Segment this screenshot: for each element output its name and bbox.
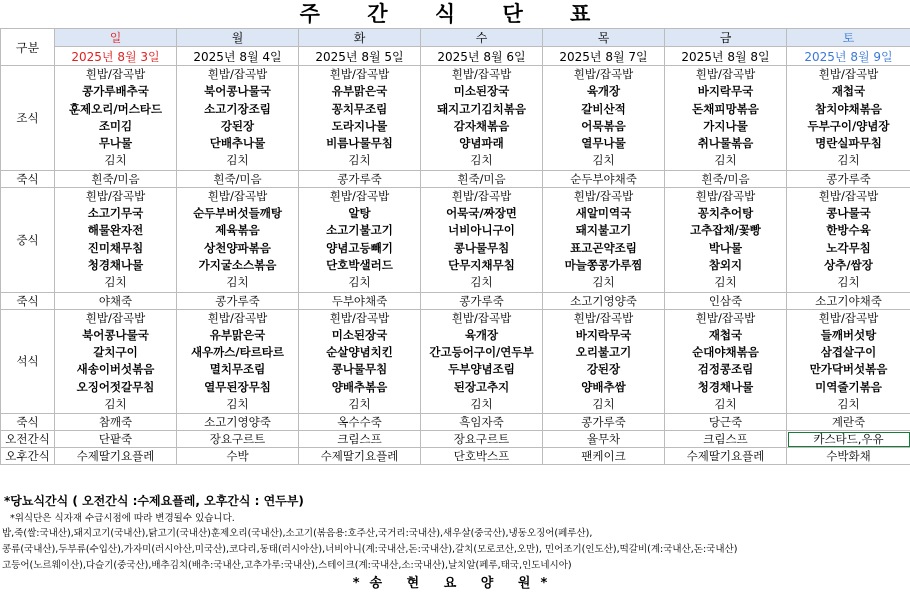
menu-item: 흰밥/잡곡밥 — [818, 67, 879, 81]
day-header-thu: 목 — [543, 29, 665, 47]
menu-item: 비름나물무침 — [326, 136, 393, 151]
menu-item: 도라지나물 — [331, 118, 388, 133]
menu-item: 꽁치추어탕 — [697, 206, 754, 221]
menu-item: 북어콩나물국 — [82, 327, 149, 342]
menu-item: 두부야채죽 — [299, 292, 421, 309]
menu-item: 북어콩나물국 — [204, 84, 271, 99]
menu-cell — [299, 187, 421, 292]
row-label: 오후간식 — [1, 448, 55, 465]
menu-item: 콩가루죽 — [787, 170, 910, 187]
menu-item: 열무된장무침 — [204, 379, 271, 394]
menu-item: 김치 — [226, 397, 249, 412]
date-header-sat: 2025년 8월 9일 — [787, 47, 910, 66]
menu-cell — [421, 187, 543, 292]
menu-cell — [55, 66, 177, 171]
menu-item: 흑임자죽 — [421, 414, 543, 431]
menu-item: 장요구르트 — [421, 431, 543, 448]
menu-item: 양배추볶음 — [331, 379, 388, 394]
menu-item: 흰밥/잡곡밥 — [329, 67, 390, 81]
menu-item: 돼지고기김치볶음 — [437, 101, 526, 116]
date-header-fri: 2025년 8월 8일 — [665, 47, 787, 66]
menu-item: 흰밥/잡곡밥 — [451, 188, 512, 203]
menu-item: 김치 — [348, 153, 371, 168]
menu-item: 당근죽 — [665, 414, 787, 431]
menu-item: 콩나물국 — [826, 206, 871, 221]
menu-item: 멸치무조림 — [209, 362, 266, 377]
menu-item: 간고등어구이/연두부 — [429, 345, 534, 360]
menu-item: 제육볶음 — [215, 223, 260, 238]
row-breakfast — [1, 66, 910, 171]
menu-item: 미소된장국 — [331, 327, 388, 342]
menu-item: 조미김 — [98, 118, 133, 133]
menu-item: 훈제오리/머스타드 — [68, 101, 163, 116]
menu-item: 김치 — [104, 275, 127, 290]
menu-item: 김치 — [592, 153, 615, 168]
menu-item: 갈비산적 — [581, 101, 626, 116]
menu-item: 단호박스프 — [421, 448, 543, 465]
menu-item: 검정콩조림 — [697, 362, 754, 377]
day-header-tue: 화 — [299, 29, 421, 47]
menu-item: 된장고추지 — [453, 379, 510, 394]
menu-item: 흰밥/잡곡밥 — [207, 188, 268, 203]
menu-item: 소고기무국 — [87, 206, 144, 221]
menu-item: 단무지채무침 — [448, 257, 515, 272]
menu-item: 카스타드,우유 — [787, 431, 910, 448]
menu-item: 순두부버섯들깨탕 — [193, 206, 282, 221]
menu-item: 명란실파무침 — [815, 136, 882, 151]
day-header-mon: 월 — [177, 29, 299, 47]
menu-item: 김치 — [226, 275, 249, 290]
menu-cell — [665, 309, 787, 414]
menu-item: 취나물볶음 — [697, 136, 754, 151]
row-label: 조식 — [1, 66, 55, 171]
origin-info-line-3: 고등어(노르웨이산),다슬기(중국산),배추김치(배추:국내산,고추가루:국내산),스테이크(계:국내산,소:국내산),날치알(페루,태국,인도네시아) — [2, 560, 572, 571]
menu-item: 김치 — [104, 153, 127, 168]
row-label: 중식 — [1, 187, 55, 292]
menu-item: 갈치구이 — [93, 345, 138, 360]
menu-item: 너비아니구이 — [448, 223, 515, 238]
date-header-tue: 2025년 8월 5일 — [299, 47, 421, 66]
menu-item: 바지락무국 — [697, 84, 754, 99]
menu-item: 한방수육 — [826, 223, 871, 238]
menu-item: 김치 — [837, 153, 860, 168]
menu-item: 율무차 — [543, 431, 665, 448]
menu-cell — [421, 66, 543, 171]
menu-item: 가지나물 — [703, 118, 748, 133]
menu-item: 흰밥/잡곡밥 — [573, 67, 634, 81]
menu-item: 만가닥버섯볶음 — [809, 362, 888, 377]
menu-item: 흰밥/잡곡밥 — [818, 310, 879, 325]
origin-info-line-1: 밥,죽(쌀:국내산),돼지고기(국내산),닭고기(국내산)훈제오리(국내산),소고기(볶음용:호주산,국거리:국내산),새우살(중국산),냉동오징어(페루산), — [2, 528, 593, 539]
row-label: 오전간식 — [1, 431, 55, 448]
menu-item: 마늘쫑콩가루찜 — [564, 257, 643, 272]
menu-item: 재첩국 — [708, 327, 743, 342]
menu-item: 유부맑은국 — [209, 327, 266, 342]
menu-item: 오징어젓갈무침 — [76, 379, 155, 394]
menu-cell — [787, 187, 910, 292]
row-porridge-dinner — [1, 414, 910, 431]
menu-item: 흰밥/잡곡밥 — [451, 67, 512, 81]
row-label: 죽식 — [1, 292, 55, 309]
menu-item: 바지락무국 — [575, 327, 632, 342]
menu-item: 흰밥/잡곡밥 — [695, 188, 756, 203]
menu-item: 미역줄기볶음 — [815, 379, 882, 394]
menu-item: 흰죽/미음 — [665, 170, 787, 187]
menu-item: 수제딸기요플레 — [55, 448, 177, 465]
menu-item: 참깨죽 — [55, 414, 177, 431]
row-lunch — [1, 187, 910, 292]
menu-item: 흰밥/잡곡밥 — [573, 310, 634, 325]
menu-item: 수박화채 — [787, 448, 910, 465]
menu-item: 꽁치무조림 — [331, 101, 388, 116]
row-label: 석식 — [1, 309, 55, 414]
menu-item: 미소된장국 — [453, 84, 510, 99]
date-header-thu: 2025년 8월 7일 — [543, 47, 665, 66]
menu-item: 흰밥/잡곡밥 — [329, 310, 390, 325]
menu-item: 육개장 — [464, 327, 499, 342]
menu-item: 진미채무침 — [87, 240, 144, 255]
menu-item: 삼겹살구이 — [820, 345, 877, 360]
menu-item: 김치 — [226, 153, 249, 168]
menu-item: 흰밥/잡곡밥 — [573, 188, 634, 203]
menu-item: 알탕 — [348, 206, 371, 221]
menu-item: 김치 — [592, 275, 615, 290]
menu-item: 수제딸기요플레 — [299, 448, 421, 465]
menu-item: 흰밥/잡곡밥 — [695, 310, 756, 325]
row-porridge-morning — [1, 170, 910, 187]
menu-item: 순대야채볶음 — [692, 345, 759, 360]
menu-item: 김치 — [348, 397, 371, 412]
menu-item: 표고곤약조림 — [570, 240, 637, 255]
menu-item: 강된장 — [220, 118, 255, 133]
menu-item: 계란죽 — [787, 414, 910, 431]
menu-item: 수제딸기요플레 — [665, 448, 787, 465]
menu-item: 김치 — [837, 275, 860, 290]
menu-item: 김치 — [714, 275, 737, 290]
notes-section — [0, 491, 910, 594]
menu-item: 청경채나물 — [87, 257, 144, 272]
menu-cell — [543, 187, 665, 292]
menu-item: 감자채볶음 — [453, 118, 510, 133]
menu-item: 크림스프 — [665, 431, 787, 448]
menu-item: 양념파래 — [459, 136, 504, 151]
menu-item: 상추/쌈장 — [824, 257, 873, 272]
menu-item: 야채죽 — [55, 292, 177, 309]
menu-item: 소고기장조림 — [204, 101, 271, 116]
menu-item: 김치 — [104, 397, 127, 412]
menu-item: 열무나물 — [581, 136, 626, 151]
facility-name-footer: *송 현 요 양 원* — [352, 576, 558, 591]
menu-item: 소고기불고기 — [326, 223, 393, 238]
menu-change-disclaimer: *위식단은 식자재 수급시점에 따라 변경될수 있습니다. — [10, 513, 235, 524]
menu-item: 두부구이/양념장 — [807, 118, 890, 133]
menu-item: 순두부야채죽 — [543, 170, 665, 187]
menu-item: 흰죽/미음 — [55, 170, 177, 187]
menu-item: 콩나물무침 — [453, 240, 510, 255]
division-header: 구분 — [1, 29, 55, 66]
day-header-sun: 일 — [55, 29, 177, 47]
menu-cell — [787, 66, 910, 171]
menu-item: 흰밥/잡곡밥 — [85, 67, 146, 81]
menu-item: 돈채피망볶음 — [692, 101, 759, 116]
page-title: 주 간 식 단 표 — [299, 2, 611, 26]
row-label: 죽식 — [1, 170, 55, 187]
row-snack-pm — [1, 448, 910, 465]
menu-item: 팬케이크 — [543, 448, 665, 465]
menu-item: 청경채나물 — [697, 379, 754, 394]
menu-item: 흰밥/잡곡밥 — [85, 188, 146, 203]
menu-item: 흰밥/잡곡밥 — [329, 188, 390, 203]
menu-cell — [787, 309, 910, 414]
menu-item: 양념고등빼기 — [326, 240, 393, 255]
menu-item: 단배추나물 — [209, 136, 266, 151]
menu-item: 김치 — [470, 275, 493, 290]
menu-item: 재첩국 — [831, 84, 866, 99]
menu-item: 옥수수죽 — [299, 414, 421, 431]
day-header-wed: 수 — [421, 29, 543, 47]
date-header-wed: 2025년 8월 6일 — [421, 47, 543, 66]
menu-item: 참치야채볶음 — [815, 101, 882, 116]
menu-item: 흰밥/잡곡밥 — [695, 67, 756, 81]
menu-item: 가지굴소스볶음 — [198, 257, 277, 272]
menu-item: 양배추쌈 — [581, 379, 626, 394]
menu-item: 순살양념치킨 — [326, 345, 393, 360]
menu-item: 두부양념조림 — [448, 362, 515, 377]
menu-cell — [543, 309, 665, 414]
menu-item: 콩가루배추국 — [82, 84, 149, 99]
row-dinner — [1, 309, 910, 414]
menu-item: 수박 — [177, 448, 299, 465]
menu-item: 새알미역국 — [575, 206, 632, 221]
menu-item: 흰밥/잡곡밥 — [818, 188, 879, 203]
menu-item: 크림스프 — [299, 431, 421, 448]
menu-item: 김치 — [470, 397, 493, 412]
menu-item: 흰밥/잡곡밥 — [85, 310, 146, 325]
origin-info-line-2: 콩류(국내산),두부류(수입산),가자미(러시아산,미국산),코다리,동태(러시아산),너비아니(계:국내산,돈:국내산),갈치(모로코산,오만), 민어조기(인도산),떡갈비(계:국내산,돈:국내산) — [2, 544, 738, 555]
menu-item: 돼지불고기 — [575, 223, 632, 238]
menu-item: 흰밥/잡곡밥 — [207, 310, 268, 325]
menu-item: 무나물 — [98, 136, 133, 151]
menu-item: 단팥죽 — [55, 431, 177, 448]
date-header-mon: 2025년 8월 4일 — [177, 47, 299, 66]
menu-item: 소고기영양죽 — [177, 414, 299, 431]
menu-item: 콩가루죽 — [421, 292, 543, 309]
menu-item: 장요구르트 — [177, 431, 299, 448]
menu-item: 김치 — [592, 397, 615, 412]
menu-item: 김치 — [837, 397, 860, 412]
menu-cell — [299, 309, 421, 414]
menu-item: 콩가루죽 — [543, 414, 665, 431]
menu-item: 김치 — [714, 153, 737, 168]
row-label: 죽식 — [1, 414, 55, 431]
menu-item: 흰죽/미음 — [421, 170, 543, 187]
menu-cell — [177, 309, 299, 414]
row-porridge-lunch — [1, 292, 910, 309]
menu-cell — [665, 187, 787, 292]
weekly-menu-table — [0, 28, 910, 465]
day-header-sat: 토 — [787, 29, 910, 47]
menu-item: 고추잡채/꽃빵 — [690, 223, 761, 238]
menu-item: 흰밥/잡곡밥 — [451, 310, 512, 325]
menu-item: 단호박샐러드 — [326, 257, 393, 272]
day-header-fri: 금 — [665, 29, 787, 47]
menu-cell — [421, 309, 543, 414]
menu-item: 인삼죽 — [665, 292, 787, 309]
menu-item: 들깨버섯탕 — [820, 327, 877, 342]
menu-item: 해물완자전 — [87, 223, 144, 238]
menu-item: 흰죽/미음 — [177, 170, 299, 187]
menu-item: 새우까스/타르타르 — [190, 345, 285, 360]
menu-item: 김치 — [714, 397, 737, 412]
menu-item: 어묵볶음 — [581, 118, 626, 133]
menu-item: 박나물 — [708, 240, 743, 255]
menu-item: 유부맑은국 — [331, 84, 388, 99]
menu-item: 강된장 — [586, 362, 621, 377]
menu-item: 오리불고기 — [575, 345, 632, 360]
date-header-sun: 2025년 8월 3일 — [55, 47, 177, 66]
menu-item: 소고기야채죽 — [787, 292, 910, 309]
menu-item: 새송이버섯볶음 — [76, 362, 155, 377]
menu-cell — [543, 66, 665, 171]
menu-cell — [55, 187, 177, 292]
row-snack-am — [1, 431, 910, 448]
menu-item: 참외지 — [708, 257, 743, 272]
menu-item: 김치 — [348, 275, 371, 290]
menu-item: 노각무침 — [826, 240, 871, 255]
menu-cell — [177, 66, 299, 171]
menu-item: 김치 — [470, 153, 493, 168]
diabetic-snack-note: *당뇨식간식 ( 오전간식 :수제요플레, 오후간식 : 연두부) — [4, 494, 304, 508]
menu-item: 어묵국/짜장면 — [446, 206, 517, 221]
menu-cell — [177, 187, 299, 292]
menu-cell — [299, 66, 421, 171]
menu-item: 콩가루죽 — [299, 170, 421, 187]
menu-item: 콩가루죽 — [177, 292, 299, 309]
menu-item: 육개장 — [586, 84, 621, 99]
menu-item: 상천양파볶음 — [204, 240, 271, 255]
menu-cell — [55, 309, 177, 414]
menu-item: 흰밥/잡곡밥 — [207, 67, 268, 81]
menu-item: 소고기영양죽 — [543, 292, 665, 309]
menu-item: 콩나물무침 — [331, 362, 388, 377]
menu-cell — [665, 66, 787, 171]
